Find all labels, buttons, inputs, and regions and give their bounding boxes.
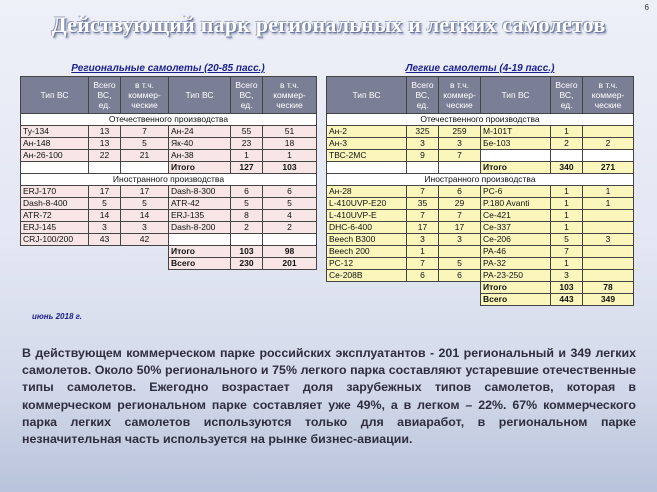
table-cell: 5 bbox=[439, 258, 481, 270]
table-row bbox=[327, 246, 634, 258]
section-label: Отечественного производства bbox=[327, 114, 634, 126]
empty-cell bbox=[21, 258, 89, 270]
table-cell: 5 bbox=[551, 234, 583, 246]
table-cell: 7 bbox=[407, 210, 439, 222]
table-cell: 2 bbox=[263, 222, 317, 234]
empty-cell bbox=[407, 294, 439, 306]
table-cell: P.180 Avanti bbox=[481, 198, 551, 210]
column-header: Всего ВС, ед. bbox=[231, 77, 263, 114]
total-value: 230 bbox=[231, 258, 263, 270]
table-cell: 7 bbox=[407, 258, 439, 270]
table-cell bbox=[583, 270, 634, 282]
table-cell bbox=[327, 162, 407, 174]
column-header: в т.ч. коммер-ческие bbox=[583, 77, 634, 114]
table-cell: Итого bbox=[169, 162, 231, 174]
table-cell: 1 bbox=[551, 126, 583, 138]
table-cell: CRJ-100/200 bbox=[21, 234, 89, 246]
table-row bbox=[21, 150, 317, 162]
table-cell bbox=[407, 162, 439, 174]
table-row bbox=[327, 222, 634, 234]
table-cell: 35 bbox=[407, 198, 439, 210]
column-header: в т.ч. коммер-ческие bbox=[263, 77, 317, 114]
table-cell: Ан-38 bbox=[169, 150, 231, 162]
regional-aircraft-table bbox=[20, 76, 317, 270]
table-cell: Ан-2 bbox=[327, 126, 407, 138]
table-cell: 42 bbox=[121, 234, 169, 246]
table-cell bbox=[551, 150, 583, 162]
foreign-total-row bbox=[21, 246, 317, 258]
table-cell: 6 bbox=[439, 270, 481, 282]
table-cell: 1 bbox=[407, 246, 439, 258]
header-row bbox=[21, 77, 317, 114]
table-cell: L-410UVP-E bbox=[327, 210, 407, 222]
table-cell: 1 bbox=[583, 186, 634, 198]
table-row bbox=[327, 126, 634, 138]
light-aircraft-table bbox=[326, 76, 634, 306]
table-cell: 325 bbox=[407, 126, 439, 138]
table-cell: Ан-3 bbox=[327, 138, 407, 150]
table-row bbox=[21, 186, 317, 198]
table-cell: 7 bbox=[551, 246, 583, 258]
column-header: Тип ВС bbox=[327, 77, 407, 114]
table-cell: 13 bbox=[89, 138, 121, 150]
table-cell: 6 bbox=[263, 186, 317, 198]
table-row bbox=[21, 234, 317, 246]
total-label: Всего bbox=[481, 294, 551, 306]
table-cell: Бе-103 bbox=[481, 138, 551, 150]
table-cell: Ан-28 bbox=[327, 186, 407, 198]
table-cell: Ту-134 bbox=[21, 126, 89, 138]
empty-cell bbox=[121, 246, 169, 258]
table-cell bbox=[583, 258, 634, 270]
table-row bbox=[327, 150, 634, 162]
table-cell: PC-12 bbox=[327, 258, 407, 270]
table-cell: Ce-337 bbox=[481, 222, 551, 234]
table-cell: Ан-148 bbox=[21, 138, 89, 150]
table-row bbox=[327, 186, 634, 198]
table-cell: 14 bbox=[89, 210, 121, 222]
total-label: Итого bbox=[481, 282, 551, 294]
table-cell: 17 bbox=[121, 186, 169, 198]
table-cell: 5 bbox=[121, 138, 169, 150]
table-cell: 22 bbox=[89, 150, 121, 162]
table-cell: 1 bbox=[263, 150, 317, 162]
table-cell: ATR-72 bbox=[21, 210, 89, 222]
table-cell: Dash-8-300 bbox=[169, 186, 231, 198]
table-cell bbox=[439, 246, 481, 258]
table-cell: 5 bbox=[263, 198, 317, 210]
table-cell: 7 bbox=[121, 126, 169, 138]
column-header: Всего ВС, ед. bbox=[551, 77, 583, 114]
table-cell: PA-32 bbox=[481, 258, 551, 270]
column-header: в т.ч. коммер-ческие bbox=[121, 77, 169, 114]
table-cell: Ce-421 bbox=[481, 210, 551, 222]
empty-cell bbox=[21, 246, 89, 258]
table-cell: 17 bbox=[89, 186, 121, 198]
table-cell bbox=[583, 246, 634, 258]
table-cell: 3 bbox=[121, 222, 169, 234]
grand-total-row bbox=[21, 258, 317, 270]
table-cell: Итого bbox=[481, 162, 551, 174]
table-cell: 13 bbox=[89, 126, 121, 138]
table-cell: 1 bbox=[551, 198, 583, 210]
table-row bbox=[327, 198, 634, 210]
table-cell bbox=[21, 162, 89, 174]
table-cell: ATR-42 bbox=[169, 198, 231, 210]
table-cell: 3 bbox=[89, 222, 121, 234]
table-cell: DHC-6-400 bbox=[327, 222, 407, 234]
table-cell: 259 bbox=[439, 126, 481, 138]
table-cell: 23 bbox=[231, 138, 263, 150]
table-cell: 7 bbox=[439, 210, 481, 222]
table-row bbox=[21, 126, 317, 138]
table-cell: 127 bbox=[231, 162, 263, 174]
table-cell bbox=[231, 234, 263, 246]
table-cell: PC-6 bbox=[481, 186, 551, 198]
table-cell: Dash-8-200 bbox=[169, 222, 231, 234]
table-cell: 17 bbox=[439, 222, 481, 234]
table-cell: Beech 200 bbox=[327, 246, 407, 258]
column-header: Всего ВС, ед. bbox=[89, 77, 121, 114]
empty-cell bbox=[89, 258, 121, 270]
section-label: Отечественного производства bbox=[21, 114, 317, 126]
table-cell: Beech B300 bbox=[327, 234, 407, 246]
section-row bbox=[21, 174, 317, 186]
table-cell: ERJ-135 bbox=[169, 210, 231, 222]
table-cell: 21 bbox=[121, 150, 169, 162]
table-cell bbox=[481, 150, 551, 162]
table-cell: 3 bbox=[439, 234, 481, 246]
table-cell: 6 bbox=[407, 270, 439, 282]
table-cell: 2 bbox=[551, 138, 583, 150]
slide-number: 6 bbox=[644, 3, 649, 12]
table-row bbox=[21, 162, 317, 174]
header-row bbox=[327, 77, 634, 114]
light-table-caption: Легкие самолеты (4-19 пасс.) bbox=[405, 63, 555, 74]
grand-total-row bbox=[327, 294, 634, 306]
table-cell: 43 bbox=[89, 234, 121, 246]
section-row bbox=[327, 174, 634, 186]
total-value: 201 bbox=[263, 258, 317, 270]
empty-cell bbox=[89, 246, 121, 258]
table-cell: 340 bbox=[551, 162, 583, 174]
table-cell: 6 bbox=[231, 186, 263, 198]
date-note: июнь 2018 г. bbox=[32, 312, 83, 321]
table-cell: L-410UVP-E20 bbox=[327, 198, 407, 210]
table-cell: 1 bbox=[551, 222, 583, 234]
table-cell: 3 bbox=[407, 234, 439, 246]
table-cell: ERJ-170 bbox=[21, 186, 89, 198]
table-cell: 103 bbox=[263, 162, 317, 174]
total-value: 98 bbox=[263, 246, 317, 258]
total-value: 78 bbox=[583, 282, 634, 294]
table-cell: Ан-26-100 bbox=[21, 150, 89, 162]
table-cell: 18 bbox=[263, 138, 317, 150]
table-cell: 9 bbox=[407, 150, 439, 162]
table-cell: 17 bbox=[407, 222, 439, 234]
table-cell: 29 bbox=[439, 198, 481, 210]
column-header: Тип ВС bbox=[21, 77, 89, 114]
table-row bbox=[21, 138, 317, 150]
table-cell: 6 bbox=[439, 186, 481, 198]
table-row bbox=[21, 222, 317, 234]
table-cell: 1 bbox=[551, 186, 583, 198]
empty-cell bbox=[439, 294, 481, 306]
column-header: Тип ВС bbox=[481, 77, 551, 114]
table-row bbox=[327, 162, 634, 174]
table-cell: 7 bbox=[439, 150, 481, 162]
table-cell: Як-40 bbox=[169, 138, 231, 150]
table-row bbox=[21, 210, 317, 222]
table-cell: 2 bbox=[231, 222, 263, 234]
table-cell: PA-46 bbox=[481, 246, 551, 258]
table-cell bbox=[263, 234, 317, 246]
table-cell: 3 bbox=[407, 138, 439, 150]
table-cell: Ан-24 bbox=[169, 126, 231, 138]
table-cell: 3 bbox=[583, 234, 634, 246]
table-cell: 271 bbox=[583, 162, 634, 174]
table-cell: 5 bbox=[89, 198, 121, 210]
section-row bbox=[21, 114, 317, 126]
empty-cell bbox=[121, 258, 169, 270]
table-row bbox=[327, 138, 634, 150]
regional-table-caption: Региональные самолеты (20-85 пасс.) bbox=[71, 63, 265, 74]
table-cell: 4 bbox=[263, 210, 317, 222]
table-cell bbox=[121, 162, 169, 174]
table-cell bbox=[583, 222, 634, 234]
total-label: Всего bbox=[169, 258, 231, 270]
table-cell: M-101T bbox=[481, 126, 551, 138]
table-cell bbox=[439, 162, 481, 174]
table-cell: ERJ-145 bbox=[21, 222, 89, 234]
empty-cell bbox=[327, 282, 407, 294]
summary-paragraph: В действующем коммерческом парке российских эксплуатантов - 201 региональный и 349 легких самолетов. Около 50% регионального и 75% легкого парка составляют устаревшие отечественные типы самолетов. Ежегодно возрастает доля зарубежных типов самолетов, которая в коммерческом региональном парке составляет уже 49%, а в легком – 22%. 67% коммерческого парка легких самолетов используются только для авиаработ, в региональном парке незначительная часть используется на рынке бизнес-авиации. bbox=[22, 346, 636, 447]
table-cell bbox=[169, 234, 231, 246]
table-cell: 3 bbox=[439, 138, 481, 150]
table-row bbox=[327, 234, 634, 246]
foreign-total-row bbox=[327, 282, 634, 294]
total-value: 443 bbox=[551, 294, 583, 306]
column-header: в т.ч. коммер-ческие bbox=[439, 77, 481, 114]
table-cell: 8 bbox=[231, 210, 263, 222]
table-cell: 3 bbox=[551, 270, 583, 282]
column-header: Всего ВС, ед. bbox=[407, 77, 439, 114]
total-value: 103 bbox=[231, 246, 263, 258]
table-cell: ТВС-2МС bbox=[327, 150, 407, 162]
total-value: 103 bbox=[551, 282, 583, 294]
empty-cell bbox=[407, 282, 439, 294]
table-row bbox=[327, 210, 634, 222]
table-cell: Ce-208B bbox=[327, 270, 407, 282]
table-cell: 55 bbox=[231, 126, 263, 138]
table-cell: 14 bbox=[121, 210, 169, 222]
table-cell: Ce-206 bbox=[481, 234, 551, 246]
table-row bbox=[327, 270, 634, 282]
table-cell bbox=[583, 126, 634, 138]
table-cell: 2 bbox=[583, 138, 634, 150]
table-cell: PA-23-250 bbox=[481, 270, 551, 282]
table-cell bbox=[583, 210, 634, 222]
empty-cell bbox=[327, 294, 407, 306]
section-label: Иностранного производства bbox=[21, 174, 317, 186]
table-cell: Dash-8-400 bbox=[21, 198, 89, 210]
table-cell: 1 bbox=[551, 210, 583, 222]
table-cell: 5 bbox=[231, 198, 263, 210]
section-label: Иностранного производства bbox=[327, 174, 634, 186]
table-row bbox=[21, 198, 317, 210]
slide-title: Действующий парк региональных и легких самолетов bbox=[51, 12, 606, 37]
table-cell bbox=[89, 162, 121, 174]
table-cell: 7 bbox=[407, 186, 439, 198]
table-cell: 51 bbox=[263, 126, 317, 138]
table-cell: 1 bbox=[231, 150, 263, 162]
table-cell bbox=[583, 150, 634, 162]
table-row bbox=[327, 258, 634, 270]
total-label: Итого bbox=[169, 246, 231, 258]
column-header: Тип ВС bbox=[169, 77, 231, 114]
section-row bbox=[327, 114, 634, 126]
table-cell: 1 bbox=[583, 198, 634, 210]
total-value: 349 bbox=[583, 294, 634, 306]
empty-cell bbox=[439, 282, 481, 294]
table-cell: 5 bbox=[121, 198, 169, 210]
table-cell: 1 bbox=[551, 258, 583, 270]
